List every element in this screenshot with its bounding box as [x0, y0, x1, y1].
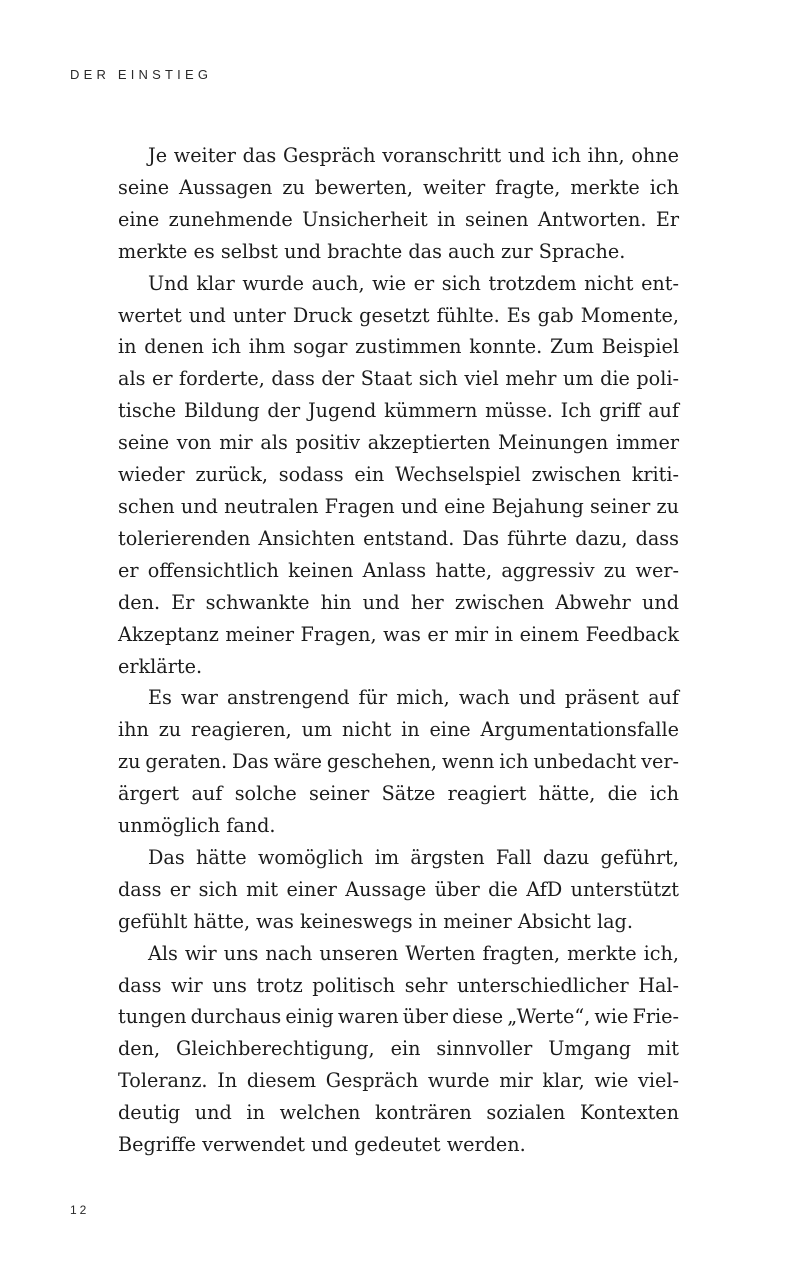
- paragraph-3: [118, 682, 679, 842]
- text-line: dass wir uns trotz politisch sehr unterschiedlicher Hal-: [118, 973, 679, 997]
- text-line: in denen ich ihm sogar zustimmen konnte. Zum Beispiel: [118, 335, 679, 359]
- running-head: DER EINSTIEG: [70, 67, 213, 82]
- text-line: Akzeptanz meiner Fragen, was er mir in einem Feedback: [118, 622, 679, 646]
- text-line: Toleranz. In diesem Gespräch wurde mir klar, wie viel-: [118, 1069, 679, 1093]
- text-line: Es war anstrengend für mich, wach und präsent auf: [148, 686, 679, 710]
- text-line: Das hätte womöglich im ärgsten Fall dazu geführt,: [148, 845, 679, 869]
- text-line: Je weiter das Gespräch voranschritt und ich ihn, ohne: [148, 144, 679, 167]
- paragraph-1: [118, 140, 679, 268]
- text-line: wieder zurück, sodass ein Wechselspiel zwischen kriti-: [118, 463, 679, 487]
- text-line: den. Er schwankte hin und her zwischen Abwehr und: [118, 590, 679, 614]
- text-line: ärgert auf solche seiner Sätze reagiert hätte, die ich: [118, 782, 679, 806]
- text-line: er offensichtlich keinen Anlass hatte, aggressiv zu wer-: [118, 558, 679, 582]
- text-line: den, Gleichberechtigung, ein sinnvoller Umgang mit: [118, 1037, 679, 1061]
- text-line: tungen durchaus einig waren über diese „Werte“, wie Frie-: [118, 1005, 679, 1029]
- paragraph-4: [118, 842, 679, 938]
- text-line: Begriffe verwendet und gedeutet werden.: [118, 1133, 526, 1157]
- text-line: tische Bildung der Jugend kümmern müsse. Ich griff auf: [118, 399, 679, 423]
- text-line: Und klar wurde auch, wie er sich trotzdem nicht ent-: [148, 271, 679, 295]
- text-line: zu geraten. Das wäre geschehen, wenn ich unbedacht ver-: [118, 750, 679, 774]
- page-number: 12: [70, 1203, 90, 1217]
- text-line: gefühlt hätte, was keineswegs in meiner Absicht lag.: [118, 909, 633, 933]
- body-text: [118, 140, 679, 1161]
- text-line: wertet und unter Druck gesetzt fühlte. Es gab Momente,: [118, 303, 679, 327]
- text-line: ihn zu reagieren, um nicht in eine Argumentationsfalle: [118, 718, 679, 742]
- text-line: eine zunehmende Unsicherheit in seinen Antworten. Er: [118, 207, 679, 231]
- text-line: merkte es selbst und brachte das auch zur Sprache.: [118, 239, 626, 263]
- text-line: tolerierenden Ansichten entstand. Das führte dazu, dass: [118, 526, 679, 550]
- text-line: seine Aussagen zu bewerten, weiter fragte, merkte ich: [118, 175, 679, 199]
- text-line: als er forderte, dass der Staat sich viel mehr um die poli-: [118, 367, 679, 391]
- text-line: Als wir uns nach unseren Werten fragten, merkte ich,: [148, 941, 679, 965]
- text-line: schen und neutralen Fragen und eine Bejahung seiner zu: [118, 494, 679, 518]
- text-line: seine von mir als positiv akzeptierten Meinungen immer: [118, 431, 679, 455]
- text-line: erklärte.: [118, 654, 203, 678]
- text-line: dass er sich mit einer Aussage über die AfD unterstützt: [118, 877, 679, 901]
- text-line: unmöglich fand.: [118, 814, 276, 838]
- paragraph-2: [118, 268, 679, 683]
- paragraph-5: [118, 938, 679, 1161]
- text-line: deutig und in welchen konträren sozialen Kontexten: [118, 1101, 679, 1125]
